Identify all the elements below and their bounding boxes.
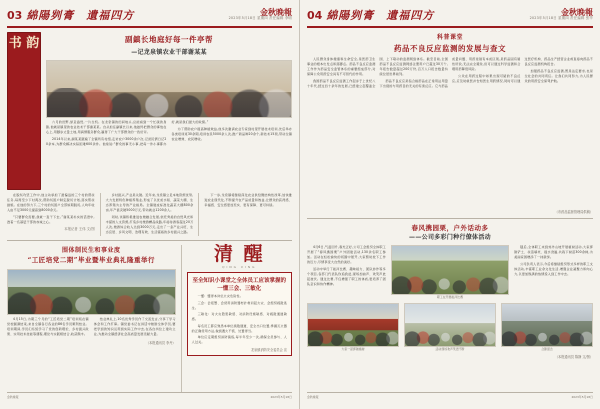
outing-kicker: 春风携园栗，户外话动多 bbox=[411, 224, 489, 233]
lead-body-p3: 为了帮助农户提高种植效益,他多次邀请农业专家到村里开展技术培训,先后举办各类培训班30余期,培训农民5000余人次,推广新品种20余个,新技术15项,带动全镇农业增效、农民增收。 bbox=[171, 126, 292, 141]
science-headline: 药品不良反应监测的发展与查文 bbox=[394, 44, 506, 53]
outing-photo-row bbox=[307, 303, 593, 352]
science-p5: 加强药品不良反应监测,既是法定要求,也是全社会的共同责任。让我们共同努力,为人民群众的用药安全保驾护航。 bbox=[524, 68, 593, 83]
science-p4: 公众在用药过程中如果出现可疑的不良反应,应及时就医并告知医生用药情况,同时可以通过医疗机构、药品生产经营企业或直接向药品不良反应监测机构报告。 bbox=[452, 57, 593, 83]
notice-items bbox=[192, 294, 287, 345]
lead-body bbox=[46, 120, 292, 147]
notice-footer: 龙泉镇消防安全委员会 宣 bbox=[250, 348, 287, 352]
section-divider-right bbox=[307, 218, 593, 219]
calligraphy-banner: 书 韵 bbox=[7, 32, 41, 190]
outing-p2: 活动中举行了拔河比赛、趣味接力、团队协作等多个项目,各部门代表队你追我赶,现场加油声、欢笑声此起彼伏。通过比赛,不仅增强了职工的体质,更培养了团队意识和协作精神。 bbox=[307, 266, 386, 286]
masthead-right-group bbox=[530, 8, 593, 20]
page-number-right: 04 bbox=[307, 8, 323, 22]
outing-p4: 公司负责人表示,今后将继续组织形式多样的职工文体活动,丰富职工业余文化生活,增强企业凝聚力和向心力,以更加饱满的热情投入到工作中去。 bbox=[514, 261, 593, 276]
outing-photo-4-wrap bbox=[501, 303, 593, 352]
science-p1: 人民群众身体健康和生命安全,是医药卫生事业的根本出发点和落脚点。药品不良反应监测工作作为药品安全监管体系的重要组成部分,对保障公众用药安全具有不可替代的作用。 bbox=[307, 57, 376, 77]
lead-continuation bbox=[7, 193, 292, 236]
masthead-left bbox=[7, 6, 292, 28]
notice-title: 至全知识小课堂之全体员工应该掌握的一懂三会、三敏化 bbox=[192, 278, 287, 292]
notice-item-2: 三会：会报警、会使用消防器材扑救初起火灾、会组织疏散逃生。 bbox=[191, 300, 287, 310]
masthead-title: 綿陽刿膏 遺福四方 bbox=[26, 8, 135, 22]
outing-photo-3 bbox=[404, 303, 496, 347]
bottom-byline: （本报通讯员 李丹） bbox=[145, 341, 176, 346]
outing-col3 bbox=[514, 245, 593, 300]
lead-cont-p5: “只要群众需要,我就一直干下去。”谢某某朴实的话语中,透着一名基层干部的赤诚之心。 bbox=[7, 214, 95, 224]
bottom-p2: 结业典礼上,10名优秀学员作了交流发言,分享了学习体会和工作打算。镇党委书记在讲话中勉励全体学员,要把学到的知识运用到实际工作中去,在各自岗位上建功立业,为推动全镇经济社会高质量发展贡献力量。 bbox=[93, 316, 176, 336]
lead-headline: 副鎮长地庭好每一件亭帮 bbox=[125, 35, 213, 44]
outing-top-row bbox=[307, 245, 593, 300]
lead-photo bbox=[46, 60, 292, 118]
bottom-article bbox=[7, 245, 176, 392]
science-kicker: 科普课堂 bbox=[436, 34, 463, 41]
mid-col2 bbox=[106, 193, 194, 236]
lead-byline: 本报记者 王伟 文/图 bbox=[64, 226, 95, 231]
column-rule-3 bbox=[181, 245, 182, 392]
lead-cont-p4: 在脱贫攻坚工作中,他主动承担了最偏远的三个村的帮扶任务,每周至少下村两次,帮助贫困户制定脱贫计划,落实帮扶措施。在他的努力下,三个村的贫困户全部如期脱贫,人均年收入由不足3000元提高到8000余元。 bbox=[7, 193, 95, 212]
science-p3: 药品不良反应是指合格药品在正常用法用量下出现的与用药目的无关的有害反应。它与药品质量问题、用药差错有本质区别,是药品固有属性所致,无法完全避免,但可以通过科学监测和合理用药降低风险。 bbox=[379, 57, 521, 88]
science-article bbox=[307, 32, 593, 214]
footer-brand-right: 金秋晚報 bbox=[307, 395, 319, 399]
notice-column bbox=[187, 245, 292, 392]
bottom-block-left bbox=[7, 245, 292, 392]
mid-p3: 下一步,龙泉镇将继续深化农业供给侧结构性改革,加快推进农业现代化,不断提升农产品质量和效益,让群众的获得感、幸福感、安全感更加充实、更有保障、更可持续。 bbox=[204, 193, 293, 207]
outing-photo-2 bbox=[307, 303, 399, 347]
mid-p2: 同时,该镇积极推进农旅融合发展,依托秀美的自然风光和丰富的人文资源,打造乡村旅游精品线路,年接待游客超过20万人次,旅游综合收入达到3000万元,走出了一条产业兴旺、生态宜居、乡风文明、治理有效、生活富裕的乡村振兴之路。 bbox=[105, 214, 194, 234]
outing-caption-4: 合影留念 bbox=[541, 347, 553, 352]
column-rule-2 bbox=[198, 193, 199, 236]
mid-p1: 乡村振兴,产业是关键。近年来,龙泉镇立足本地资源优势,大力发展特色种植养殖业,形成了以优质水稻、蔬菜大棚、生态养殖为主导的产业格局。全镇建成标准化蔬菜大棚800余亩,年产值突破5000万元,带动就业1200余人。 bbox=[105, 193, 194, 212]
mid-col3 bbox=[204, 193, 292, 236]
bottom-kicker: 围体制民生和事业度 bbox=[62, 247, 121, 254]
section-divider-left bbox=[7, 240, 292, 241]
outing-photo-1 bbox=[391, 245, 509, 295]
outing-feature bbox=[307, 223, 593, 392]
masthead-left-group bbox=[7, 7, 134, 23]
notice-item-4: 每名员工都应熟悉本单位疏散通道、安全出口位置,掌握灭火器的正确使用方法,做到遇火不慌、处置得当。 bbox=[191, 323, 287, 333]
bottom-p1: 4月15日,为期三个月的“工匠培党二期”培训班在镇党校圆满结束,来自全镇各行各业的86名学员顺利结业。培训期间,学员们系统学习了党的创新理论、乡村振兴政策、实用技术技能等课程,理论与实践相结合,收获颇丰。 bbox=[7, 316, 89, 336]
bottom-photo bbox=[7, 269, 176, 315]
column-rule-1 bbox=[100, 193, 101, 236]
bottom-headline: “工匠培党二期”毕业暨毕业典礼隆重举行 bbox=[27, 256, 156, 264]
outing-byline: （本报通讯员 陈静 文/图） bbox=[554, 354, 593, 359]
newspaper-brand-right: 金秋晚報 bbox=[561, 7, 593, 18]
notice-item-1: 一懂：懂得本岗位火灾危险性。 bbox=[197, 294, 244, 298]
masthead-right-group bbox=[229, 8, 292, 20]
outing-caption-2: 大家一起挥锹植树 bbox=[341, 347, 365, 352]
notice-item-5: 单位应定期组织消防演练,每半年至少一次,确保全员参与、人人过关。 bbox=[191, 335, 287, 344]
lead-body-p2: 2014年以来,謝某某踏遍了全镇所有村组,走访农户3000余户次,记录民情日记20余本,为群众解决实际困难600余件。他常说:“群众的事无小事,把每一件小事都办好,就是我们最大的政绩。” bbox=[46, 120, 209, 146]
page-number: 03 bbox=[7, 8, 23, 22]
footer-date-left: 2023年5月18日 bbox=[270, 395, 292, 399]
outing-photo-1-wrap bbox=[391, 245, 509, 300]
lead-body-p1: 六月的田野,绿意盎然,一片生机。在龙泉镇的田间地头,总能看到一个忙碌的身影,他就是镇里的农业技术干部谢某某。自从担任副镇长以来,他始终把群众的事放在心上,用脚步丈量土地,用真情服务群众,赢得了广大干部群众的一致好评。 bbox=[46, 120, 167, 135]
page-footer-left bbox=[7, 392, 292, 399]
issue-date: 2023年5月18日 星期四 责任编辑 李明 bbox=[228, 16, 292, 21]
science-byline: （市药品监督管理局供稿） bbox=[554, 210, 593, 215]
outing-p1: 4月6日,气温回升,春光正好,公司工会组织全体职工开展了“春风携园栗”户外团建活动,130余名职工参加。活动在轻松愉快的氛围中展开,大家暂时放下工作的压力,尽情享受大自然的美好。 bbox=[307, 245, 386, 265]
masthead-title-right: 綿陽刿膏 遺福四方 bbox=[326, 8, 435, 22]
science-body bbox=[307, 57, 593, 207]
outing-photo-3-wrap bbox=[404, 303, 496, 352]
notice-item-3: 三敏化：对火灾隐患敏感、对消防设施敏感、对疏散通道敏感。 bbox=[191, 312, 287, 321]
bottom-body bbox=[7, 317, 176, 339]
lead-block bbox=[7, 32, 292, 190]
outing-caption-1: 职工在开展拔河比赛 bbox=[436, 295, 463, 300]
page-footer-right bbox=[307, 392, 593, 399]
masthead-right bbox=[307, 6, 593, 28]
outing-headline: ——公司多彩门种行僚体活动 bbox=[409, 234, 491, 242]
lead-cont-col1 bbox=[7, 193, 95, 236]
notice-logo-sub: QING XING bbox=[222, 265, 257, 269]
masthead-right-group-left bbox=[307, 7, 434, 23]
outing-p3: 随后,全体职工来到郊外山坡开展植树活动,大家挥锹铲土、扶苗填坑、提水浇灌,共栽下树苗300余株,为美丽家园增添了一抹新绿。 bbox=[514, 245, 593, 260]
lead-article bbox=[46, 32, 292, 190]
outing-photo-2-wrap bbox=[307, 303, 399, 352]
outing-photo-4 bbox=[501, 303, 593, 347]
newspaper-brand: 金秋晚報 bbox=[260, 7, 292, 18]
outing-caption-3: 活动现场欢声笑语不断 bbox=[435, 347, 465, 352]
footer-date-right: 2023年5月18日 bbox=[571, 395, 593, 399]
footer-brand-left: 金秋晚報 bbox=[7, 395, 19, 399]
page-04 bbox=[300, 0, 600, 409]
outing-col1 bbox=[307, 245, 386, 300]
notice-logo: 清 醒 bbox=[213, 243, 265, 265]
science-p2: 我国药品不良反应监测工作起步于上世纪八十年代,经过四十余年的发展,已经建立起覆盖全国、上下联动的监测网络体系。截至目前,全国药品不良反应监测网络注册用户已超过30万个,年报告数量超过200万份,百万人口报告数量持续位居世界前列。 bbox=[307, 57, 448, 88]
lead-subhead: —记龙泉镇农业干部谢某某 bbox=[131, 49, 207, 57]
safety-notice-box bbox=[187, 272, 292, 356]
issue-date-right: 2023年5月18日 星期四 责任编辑 张华 bbox=[529, 16, 593, 21]
